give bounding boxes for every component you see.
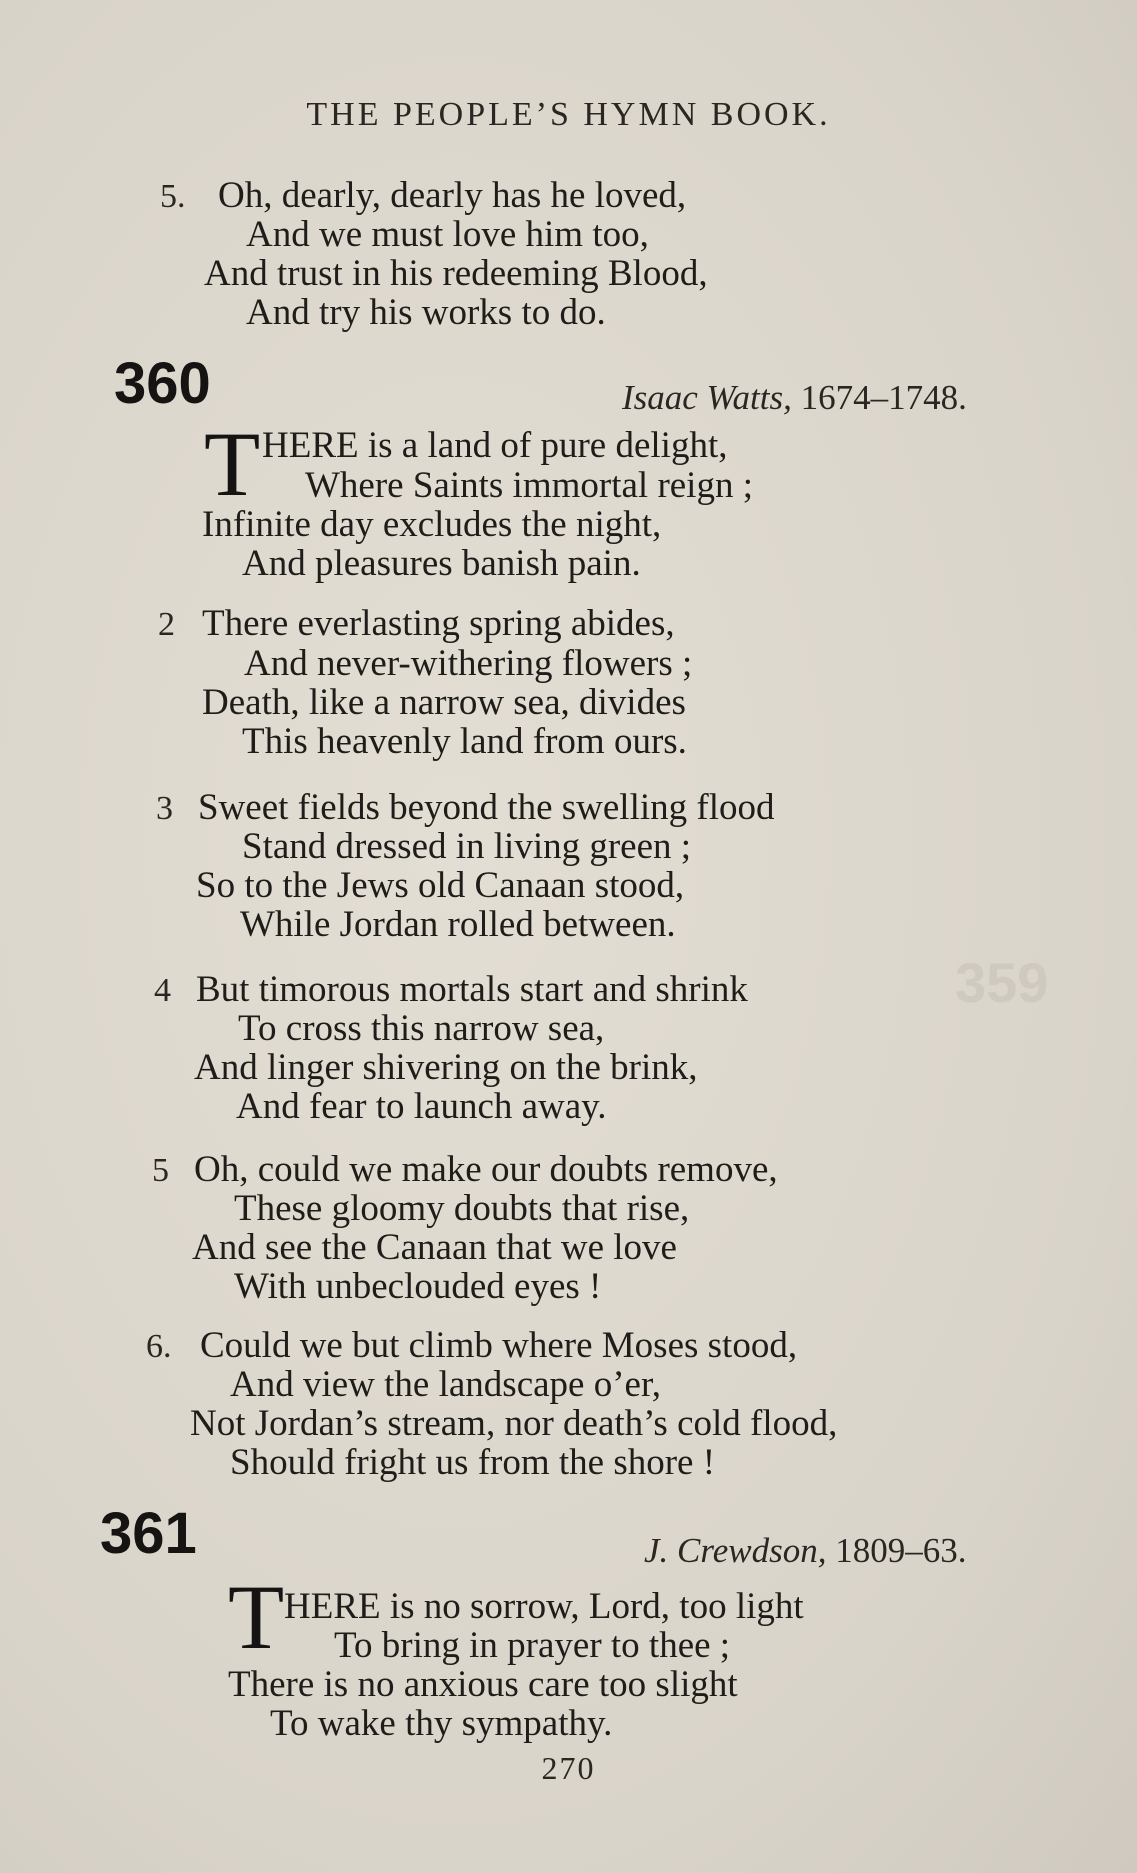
drop-cap: T: [204, 413, 261, 515]
verse-line: Infinite day excludes the night,: [202, 504, 662, 545]
author-name: J. Crewdson,: [644, 1531, 827, 1570]
verse-line: And we must love him too,: [246, 214, 649, 255]
verse-line: And see the Canaan that we love: [192, 1227, 677, 1268]
verse-line: HERE is a land of pure delight,: [262, 425, 728, 466]
hymn-author: [622, 378, 967, 418]
verse-line: And fear to launch away.: [236, 1086, 607, 1127]
hymn-number: 360: [114, 351, 211, 416]
stanza-number: 4: [154, 972, 171, 1009]
verse-line: So to the Jews old Canaan stood,: [196, 865, 685, 906]
drop-cap: T: [228, 1566, 285, 1668]
verse-line: This heavenly land from ours.: [242, 721, 687, 762]
verse-line: To wake thy sympathy.: [270, 1703, 613, 1744]
verse-line: Oh, dearly, dearly has he loved,: [218, 175, 687, 216]
verse-line: And try his works to do.: [246, 292, 606, 333]
stanza-number: 5.: [160, 178, 186, 215]
verse-line: Stand dressed in living green ;: [242, 826, 692, 867]
verse-line: Not Jordan’s stream, nor death’s cold flood,: [190, 1403, 838, 1444]
verse-line: Death, like a narrow sea, divides: [202, 682, 686, 723]
verse-line: To cross this narrow sea,: [238, 1008, 605, 1049]
verse-line: Oh, could we make our doubts remove,: [194, 1149, 778, 1190]
verse-line: And view the landscape o’er,: [230, 1364, 662, 1405]
verse-line: There is no anxious care too slight: [228, 1664, 738, 1705]
verse-line: Where Saints immortal reign ;: [305, 465, 753, 506]
stanza-number: 2: [158, 606, 175, 643]
author-dates: 1674–1748.: [800, 378, 967, 417]
verse-line: And trust in his redeeming Blood,: [204, 253, 708, 294]
verse-line: And linger shivering on the brink,: [194, 1047, 698, 1088]
verse-line: And never-withering flowers ;: [244, 643, 693, 684]
author-name: Isaac Watts,: [622, 378, 792, 417]
verse-line: But timorous mortals start and shrink: [196, 969, 748, 1010]
verse-line: Sweet fields beyond the swelling flood: [198, 787, 775, 828]
verse-line: While Jordan rolled between.: [240, 904, 676, 945]
verse-line: And pleasures banish pain.: [242, 543, 641, 584]
hymn-author: [644, 1531, 966, 1571]
verse-line: There everlasting spring abides,: [202, 603, 675, 644]
author-dates: 1809–63.: [835, 1531, 967, 1570]
verse-line: HERE is no sorrow, Lord, too light: [284, 1586, 804, 1627]
verse-line: These gloomy doubts that rise,: [234, 1188, 690, 1229]
verse-line: Should fright us from the shore !: [230, 1442, 716, 1483]
verse-line: Could we but climb where Moses stood,: [200, 1325, 798, 1366]
stanza-number: 5: [152, 1152, 169, 1189]
verse-line: With unbeclouded eyes !: [234, 1266, 602, 1307]
hymn-number: 361: [100, 1501, 197, 1566]
verse-line: To bring in prayer to thee ;: [334, 1625, 731, 1666]
stanza-number: 6.: [146, 1328, 172, 1365]
page-number: 270: [541, 1750, 596, 1786]
stanza-number: 3: [156, 790, 173, 827]
show-through-text: 359: [955, 951, 1049, 1014]
running-head: THE PEOPLE’S HYMN BOOK.: [306, 96, 831, 133]
